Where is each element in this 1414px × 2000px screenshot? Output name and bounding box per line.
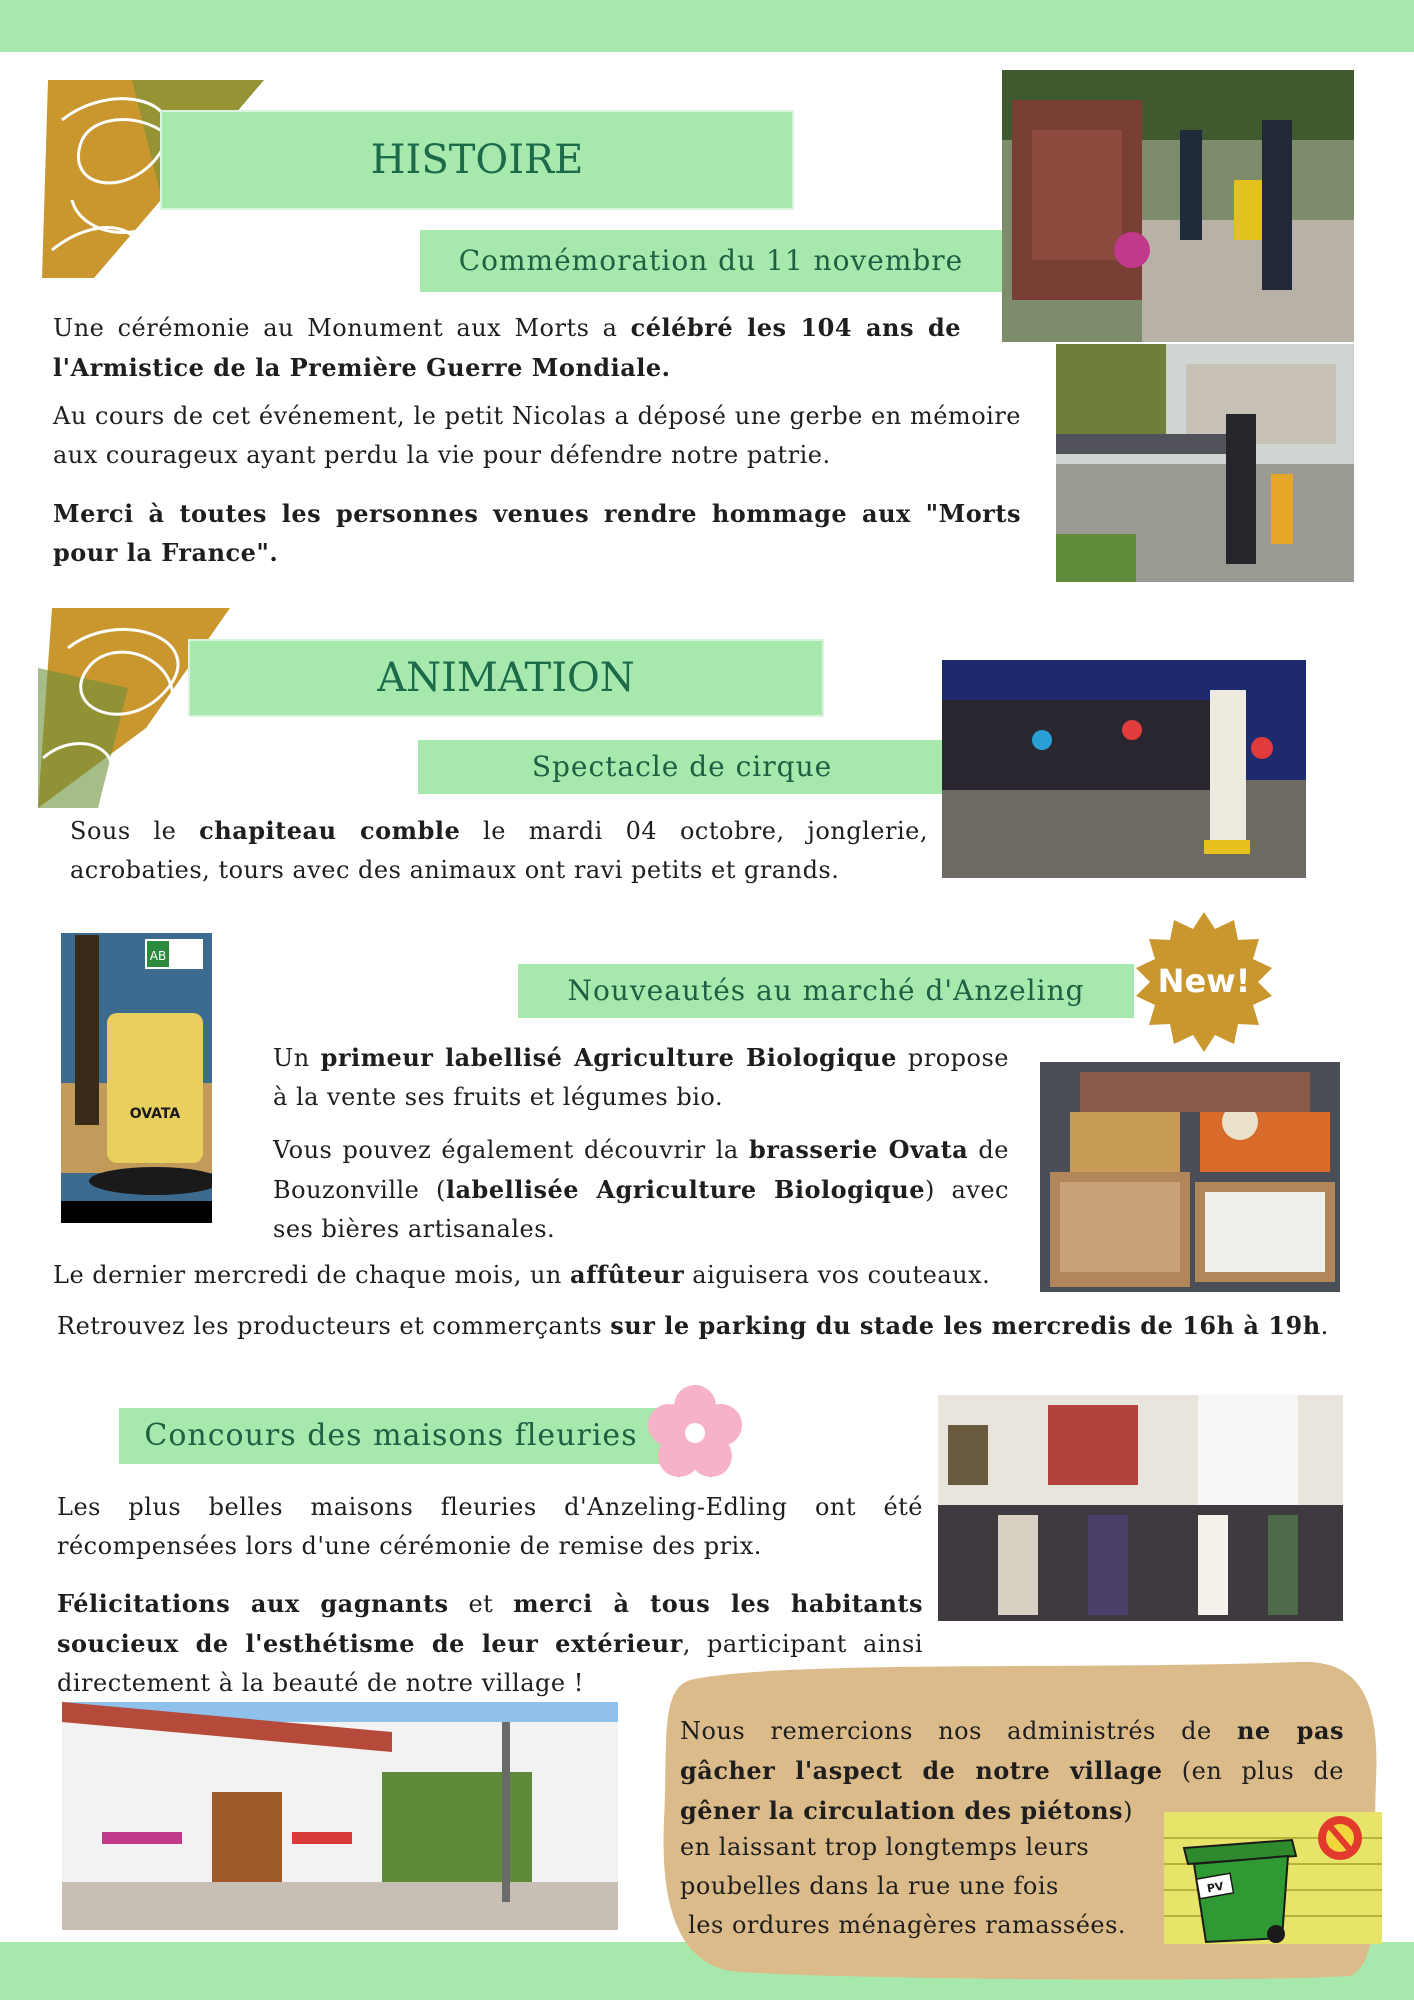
animation-p-text-c: le mardi 04 octobre, jonglerie, acrobaties, tours avec des animaux ont ravi petits et grands. bbox=[70, 817, 928, 884]
marche-p3-bold: affûteur bbox=[570, 1260, 685, 1289]
poubelles-line-4: les ordures ménagères ramassées. bbox=[680, 1911, 1127, 1939]
fleurs-p2-b: et bbox=[448, 1590, 514, 1618]
bin-pv-label: PV bbox=[1205, 1879, 1225, 1896]
cirque-photo bbox=[942, 660, 1306, 878]
marche-p4-bold: sur le parking du stade les mercredis de 16h à 19h bbox=[610, 1311, 1321, 1340]
marche-p2-a: Vous pouvez également découvrir la bbox=[273, 1136, 749, 1164]
animation-subtitle: Spectacle de cirque bbox=[531, 750, 833, 783]
histoire-subtitle-bar bbox=[420, 230, 1002, 292]
fleurs-subtitle-bar bbox=[119, 1408, 663, 1464]
fleurs-p2-bold-1: Félicitations aux gagnants bbox=[57, 1589, 449, 1618]
histoire-heading-bar bbox=[162, 112, 792, 208]
new-badge-text: New! bbox=[1157, 962, 1251, 1000]
marche-p3-a: Le dernier mercredi de chaque mois, un bbox=[53, 1261, 571, 1289]
ab-label: AB bbox=[149, 949, 167, 963]
histoire-paragraph-2: Au cours de cet événement, le petit Nicolas a déposé une gerbe en mémoire aux courageux ayant perdu la vie pour défendre notre patrie. bbox=[53, 402, 1021, 469]
marche-p2-bold-1: brasserie Ovata bbox=[748, 1135, 969, 1164]
fleurs-subtitle: Concours des maisons fleuries bbox=[144, 1418, 638, 1453]
marche-p2-bold-2: labellisée Agriculture Biologique bbox=[445, 1175, 925, 1204]
poubelles-l1-a: Nous remercions nos administrés de bbox=[680, 1717, 1237, 1745]
marche-p3-c: aiguisera vos couteaux. bbox=[684, 1261, 991, 1289]
ovata-logo: OVATA bbox=[129, 1106, 181, 1122]
fleurs-paragraph-1: Les plus belles maisons fleuries d'Anzeling-Edling ont été récompensées lors d'une cérémonie de remise des prix. bbox=[57, 1493, 923, 1560]
marche-paragraph-3 bbox=[53, 1255, 1053, 1295]
top-band bbox=[0, 0, 1414, 52]
animation-p-text-a: Sous le bbox=[70, 817, 200, 845]
poubelles-l1-c: (en plus de bbox=[1162, 1757, 1344, 1785]
poubelles-l1-bold-1: ne pas gâcher l'aspect de notre village bbox=[680, 1716, 1345, 1785]
animation-title: ANIMATION bbox=[377, 655, 635, 701]
animation-paragraph bbox=[70, 811, 928, 890]
gerbe-photo bbox=[1056, 344, 1354, 582]
poubelle-illustration bbox=[1164, 1812, 1382, 1944]
monument-photo bbox=[1002, 70, 1354, 342]
poubelles-l1-bold-2: gêner la circulation des piétons bbox=[680, 1796, 1124, 1825]
fleurs-p2-d: , participant ainsi directement à la beauté de notre village ! bbox=[57, 1630, 923, 1697]
marche-paragraph-1 bbox=[273, 1038, 1009, 1117]
remise-prix-photo bbox=[938, 1395, 1343, 1621]
histoire-paragraph-1 bbox=[53, 308, 961, 388]
histoire-p1-bold: célébré les 104 ans de l'Armistice de la Première Guerre Mondiale. bbox=[53, 313, 962, 382]
marche-subtitle-bar bbox=[518, 964, 1134, 1018]
maison-fleurie-photo bbox=[62, 1702, 618, 1930]
animation-p-bold: chapiteau comble bbox=[199, 816, 461, 845]
marche-p2-c: de Bouzonville ( bbox=[273, 1136, 1009, 1204]
marche-p4-c: . bbox=[1320, 1312, 1329, 1340]
poubelles-line-3: poubelles dans la rue une fois bbox=[680, 1872, 1059, 1900]
new-badge bbox=[1134, 912, 1274, 1052]
marche-p1-bold: primeur labellisé Agriculture Biologique bbox=[320, 1043, 897, 1072]
marche-paragraph-2 bbox=[273, 1130, 1009, 1249]
legumes-photo bbox=[1040, 1062, 1340, 1292]
marche-subtitle: Nouveautés au marché d'Anzeling bbox=[567, 974, 1085, 1007]
marche-paragraph-4 bbox=[57, 1306, 1357, 1346]
ovata-beer-photo bbox=[61, 933, 212, 1223]
flower-icon bbox=[646, 1384, 744, 1482]
marche-p4-a: Retrouvez les producteurs et commerçants bbox=[57, 1312, 611, 1340]
marche-p2-e: ) avec ses bières artisanales. bbox=[273, 1176, 1009, 1243]
poubelles-l1-e: ) bbox=[1123, 1797, 1133, 1825]
poubelles-line-2: en laissant trop longtemps leurs bbox=[680, 1833, 1090, 1861]
animation-heading-bar bbox=[190, 641, 822, 715]
marche-p1-c: propose à la vente ses fruits et légumes bio. bbox=[273, 1044, 1009, 1111]
marche-p1-a: Un bbox=[273, 1044, 321, 1072]
histoire-subtitle: Commémoration du 11 novembre bbox=[458, 244, 964, 277]
histoire-paragraph-3: Merci à toutes les personnes venues rendre hommage aux "Morts pour la France". bbox=[53, 499, 1021, 567]
animation-subtitle-bar bbox=[418, 740, 946, 794]
histoire-title: HISTOIRE bbox=[370, 137, 584, 183]
histoire-p1-text: Une cérémonie au Monument aux Morts a bbox=[53, 314, 631, 342]
fleurs-p2-bold-2: merci à tous les habitants soucieux de l'esthétisme de leur extérieur bbox=[57, 1589, 923, 1658]
